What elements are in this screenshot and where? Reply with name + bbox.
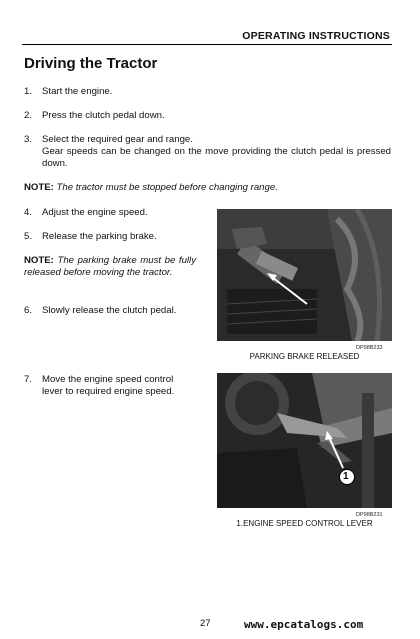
figure-code: DP98B231 [356, 512, 383, 518]
figure-caption: PARKING BRAKE RELEASED [249, 352, 360, 361]
figure-code: DP98B232 [356, 345, 383, 351]
step-text: Press the clutch pedal down. [42, 110, 165, 121]
step-number: 5. [24, 231, 33, 242]
step-4 [24, 207, 148, 219]
step-number: 1. [24, 86, 33, 97]
step-3-detail: Gear speeds can be changed on the move providing the clutch pedal is pressed down. [42, 146, 391, 169]
watermark: www.epcatalogs.com [244, 618, 364, 631]
engine-speed-lever-photo [217, 373, 392, 508]
step-text: Start the engine. [42, 86, 113, 97]
page-title: Driving the Tractor [24, 55, 158, 72]
step-number: 2. [24, 110, 33, 121]
figure-caption: 1.ENGINE SPEED CONTROL LEVER [236, 519, 373, 528]
figure-callout: 1 [343, 471, 349, 482]
parking-brake-photo [217, 209, 392, 341]
step-text: Move the engine speed control lever to required engine speed. [42, 374, 175, 397]
step-number: 4. [24, 207, 33, 218]
note-text: The tractor must be stopped before changing range. [56, 182, 278, 193]
note-range [24, 182, 394, 194]
header-title: OPERATING INSTRUCTIONS [242, 30, 390, 42]
step-number: 3. [24, 134, 33, 145]
step-text: Slowly release the clutch pedal. [42, 305, 177, 316]
header-rule [22, 44, 392, 45]
note-label: NOTE: [24, 255, 54, 266]
step-7 [24, 374, 196, 398]
step-5 [24, 231, 157, 243]
step-number: 7. [24, 374, 33, 385]
note-text: The parking brake must be fully released before moving the tractor. [24, 255, 196, 278]
step-text: Release the parking brake. [42, 231, 157, 242]
step-text: Adjust the engine speed. [42, 207, 148, 218]
step-2 [24, 110, 165, 122]
note-label: NOTE: [24, 182, 54, 193]
step-text: Select the required gear and range. [42, 134, 193, 145]
step-number: 6. [24, 305, 33, 316]
step-3 [24, 134, 193, 146]
page-number: 27 [200, 618, 211, 629]
note-parking-brake [24, 255, 196, 279]
step-6 [24, 305, 176, 317]
step-1 [24, 86, 112, 98]
